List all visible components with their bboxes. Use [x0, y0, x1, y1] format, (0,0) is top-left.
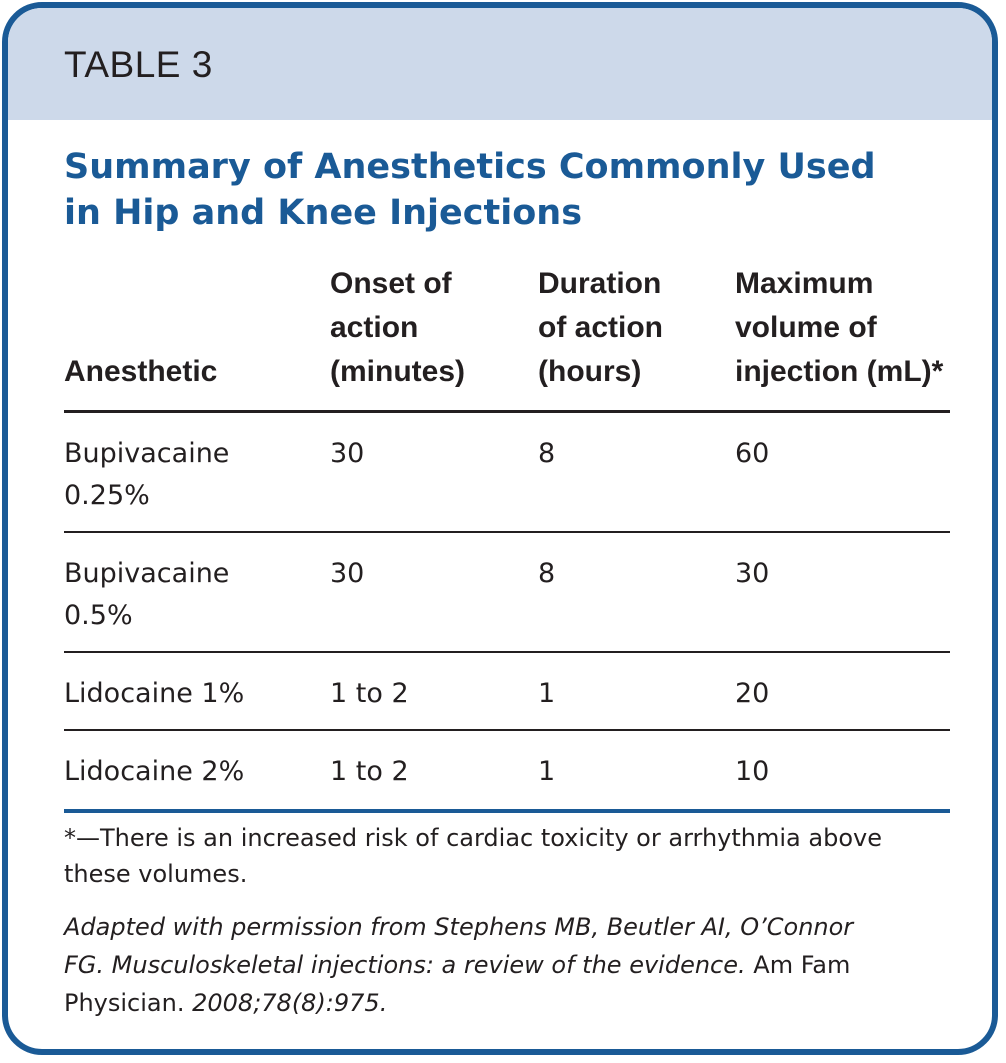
source-text: Physician. — [64, 989, 193, 1017]
anesthetic-cell — [64, 412, 330, 533]
footnote-line: these volumes. — [64, 860, 248, 888]
anesthetic-cell — [64, 730, 330, 811]
anesthetic-cell — [64, 532, 330, 652]
duration-cell: 1 — [538, 652, 735, 730]
max-volume-cell: 30 — [735, 532, 950, 652]
duration-cell: 1 — [538, 730, 735, 811]
max-volume-cell: 10 — [735, 730, 950, 811]
table-row — [64, 412, 950, 533]
header-line: action — [330, 311, 419, 344]
source-text-italic: 2008;78(8):975. — [192, 989, 388, 1017]
onset-cell: 30 — [330, 412, 538, 533]
table-row — [64, 730, 950, 811]
cell-line: Bupivacaine — [64, 558, 230, 589]
header-line: (minutes) — [330, 355, 465, 388]
anesthetics-table — [64, 262, 950, 813]
column-header-anesthetic — [64, 262, 330, 412]
max-volume-cell: 20 — [735, 652, 950, 730]
source-text-italic: Adapted with permission from Stephens MB, Beutler AI, O’Connor — [64, 913, 854, 941]
duration-cell: 8 — [538, 412, 735, 533]
max-volume-cell: 60 — [735, 412, 950, 533]
onset-cell: 1 to 2 — [330, 730, 538, 811]
column-header-onset — [330, 262, 538, 412]
source-text: Am Fam — [745, 951, 851, 979]
table-row — [64, 532, 950, 652]
table-title — [64, 144, 944, 236]
onset-cell: 1 to 2 — [330, 652, 538, 730]
header-line: of action — [538, 311, 663, 344]
header-line: volume of — [735, 311, 877, 344]
header-band — [8, 8, 992, 120]
title-line: in Hip and Knee Injections — [64, 193, 583, 233]
source-line — [64, 984, 954, 1022]
footnote-line: *—There is an increased risk of cardiac toxicity or arrhythmia above — [64, 824, 882, 852]
footnote — [64, 820, 954, 892]
cell-line: 0.25% — [64, 480, 150, 511]
header-line: Anesthetic — [64, 355, 218, 388]
header-line: Duration — [538, 267, 662, 300]
source-text-italic: FG. Musculoskeletal injections: a review of the evidence. — [64, 951, 746, 979]
anesthetic-cell — [64, 652, 330, 730]
header-line: (hours) — [538, 355, 642, 388]
header-line: injection (mL)* — [735, 355, 944, 388]
header-line: Onset of — [330, 267, 452, 300]
table-label: TABLE 3 — [64, 44, 213, 85]
onset-cell: 30 — [330, 532, 538, 652]
table-card — [2, 2, 998, 1055]
header-row — [64, 262, 950, 412]
table-row — [64, 652, 950, 730]
header-line: Maximum — [735, 267, 874, 300]
cell-line: Lidocaine 2% — [64, 756, 245, 787]
column-header-max-volume — [735, 262, 950, 412]
cell-line: Bupivacaine — [64, 438, 230, 469]
source-citation — [64, 908, 954, 1022]
cell-line: Lidocaine 1% — [64, 678, 245, 709]
duration-cell: 8 — [538, 532, 735, 652]
column-header-duration — [538, 262, 735, 412]
source-line — [64, 908, 954, 946]
source-line — [64, 946, 954, 984]
cell-line: 0.5% — [64, 600, 133, 631]
title-line: Summary of Anesthetics Commonly Used — [64, 147, 876, 187]
